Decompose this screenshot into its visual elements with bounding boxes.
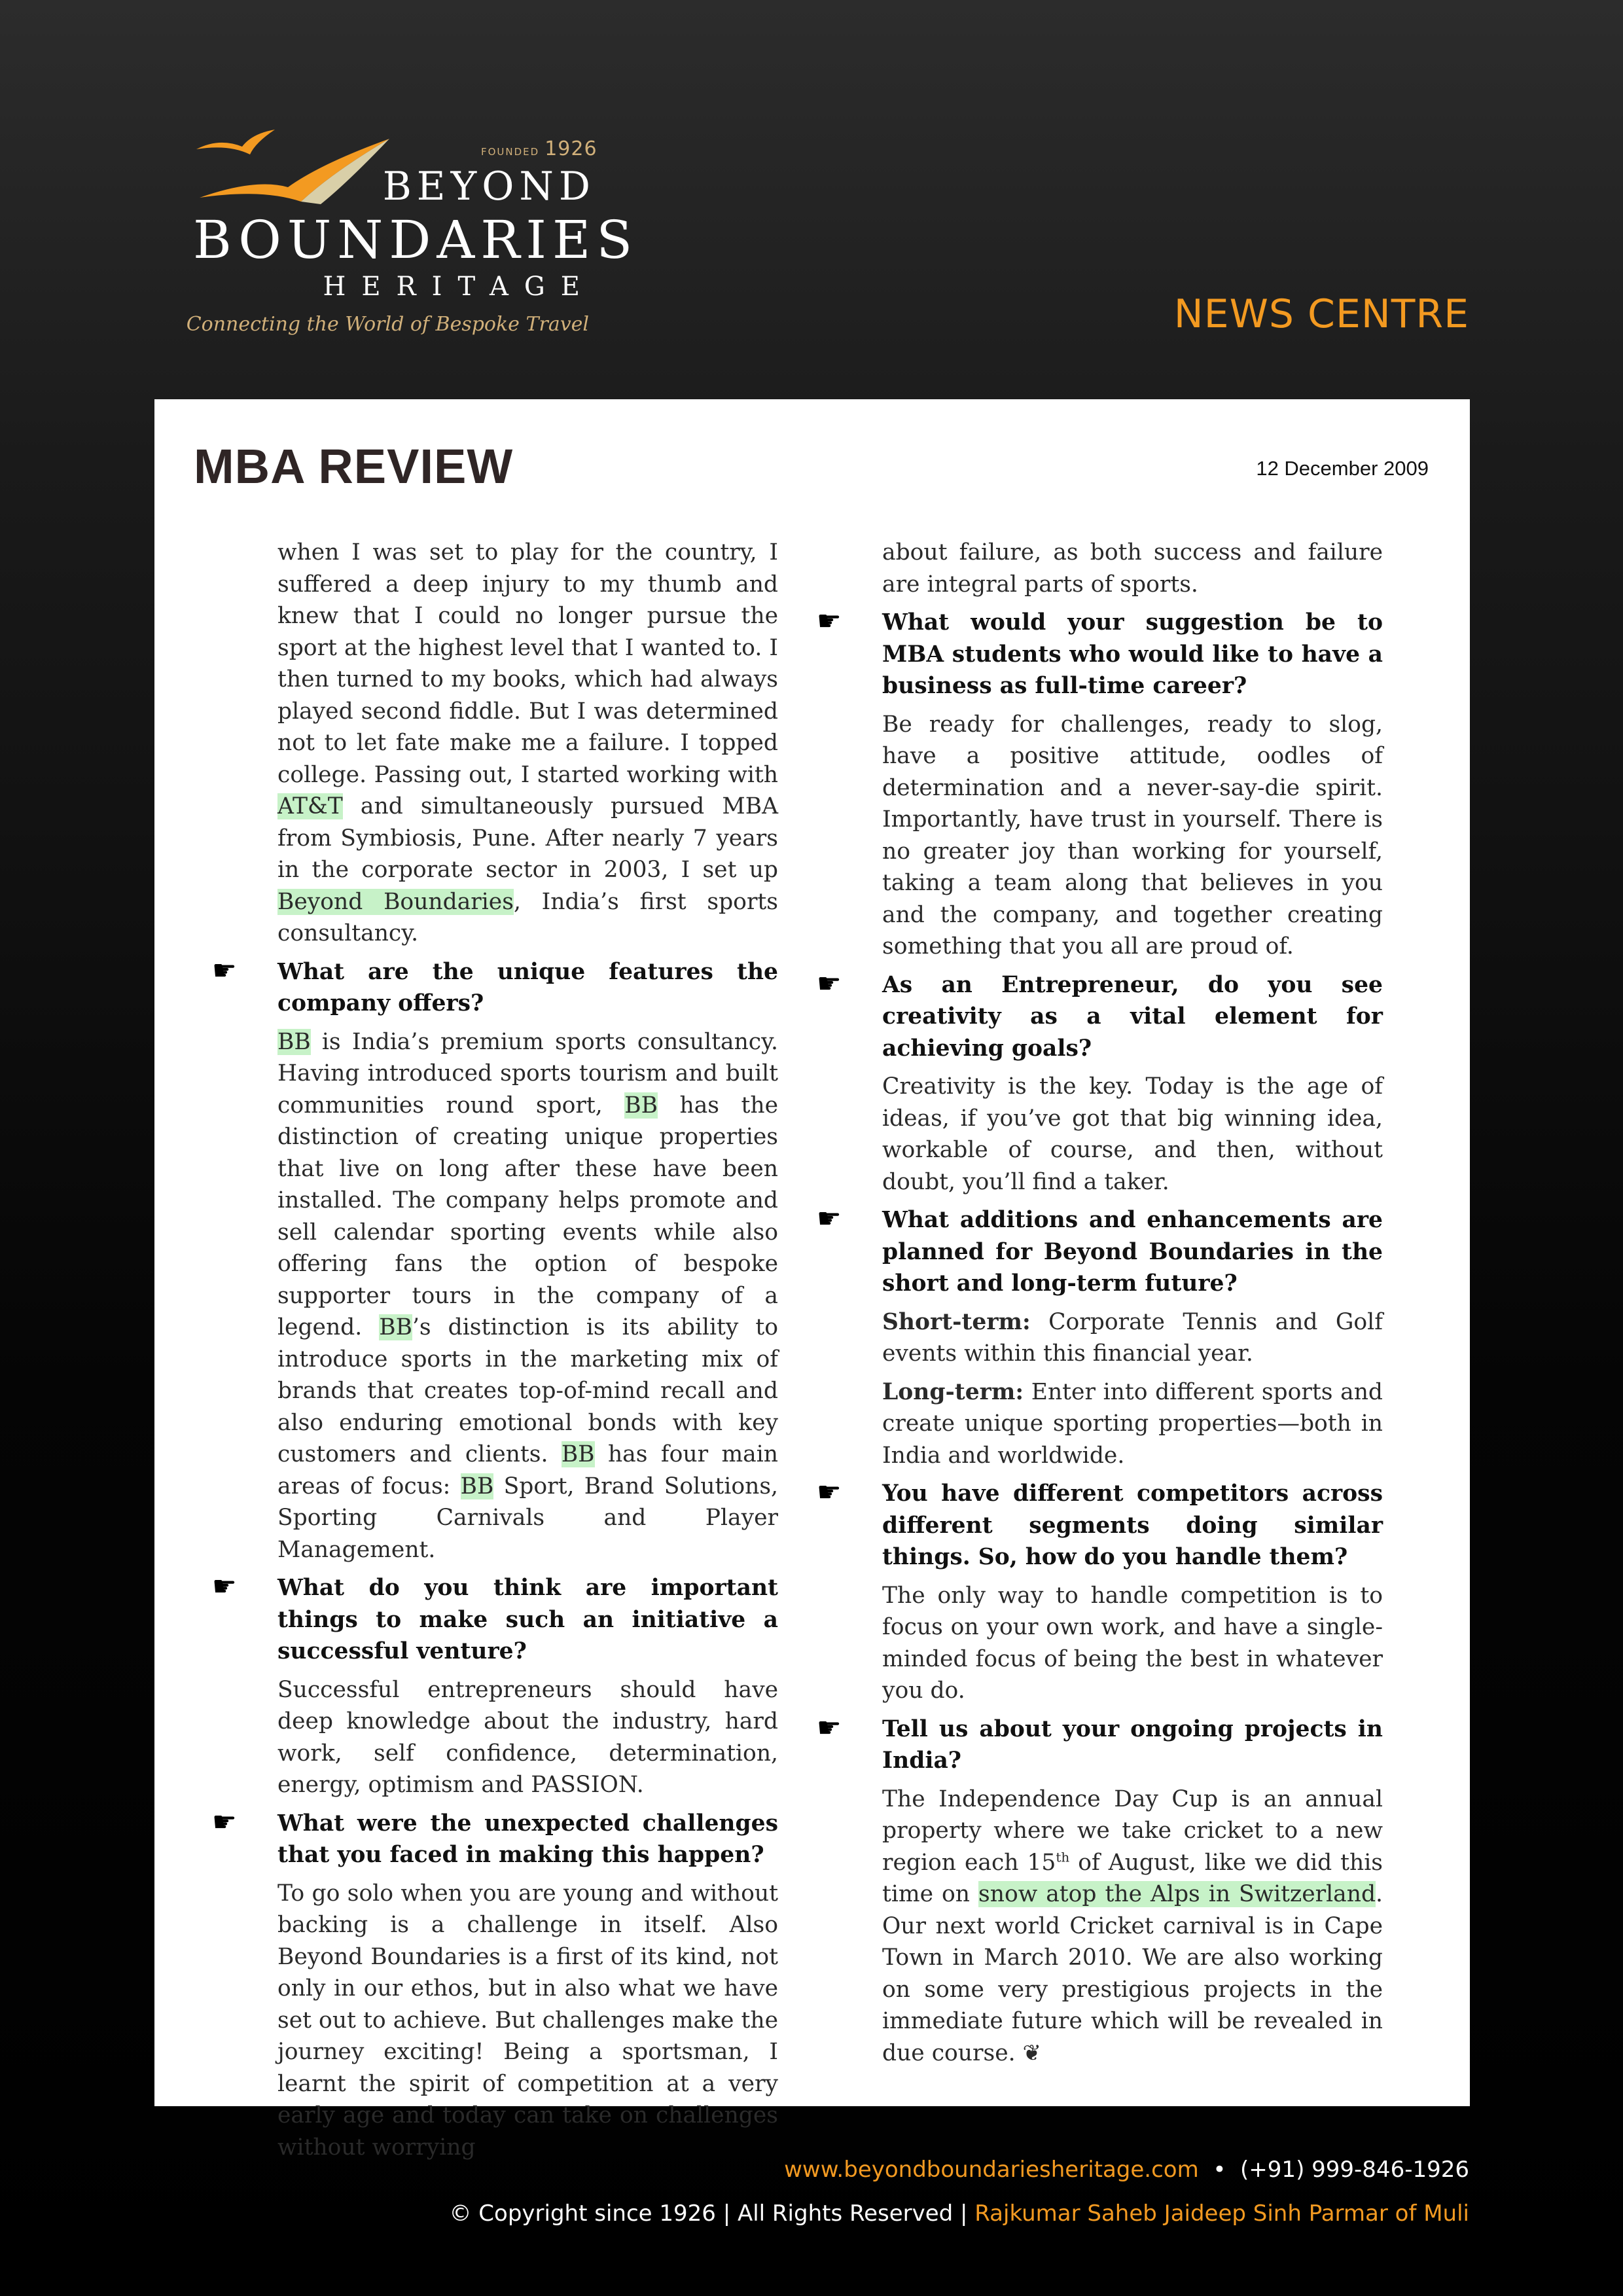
right-column xyxy=(817,537,1383,2075)
logo-tagline: Connecting the World of Bespoke Travel xyxy=(186,313,589,336)
founded-label: FOUNDED 1926 xyxy=(481,137,597,160)
article-title: MBA REVIEW xyxy=(194,439,514,493)
footer-copyright xyxy=(449,2200,1469,2227)
birds-logo-icon xyxy=(190,124,406,209)
answer-unique-features: BB is India’s premium sports consultancy. Having introduced sports tourism and built communities round sport, BB has the distinction of creating unique properties that live on long after these have been installed. The company helps promote and sell calendar sporting events while also offering fans the option of bespoke supporter tours in the company of a legend. BB’s distinction is its ability to introduce sports in the marketing mix of brands that creates top-of-mind recall and also enduring emotional bonds with key customers and clients. BB has four main areas of focus: BB Sport, Brand Solutions, Sporting Carnivals and Player Management. xyxy=(277,1028,779,1563)
logo-line-boundaries: BOUNDARIES xyxy=(193,209,639,270)
question-unique-features: ☛ What are the unique features the company offers? xyxy=(212,954,778,1016)
answer-mba-suggestion: Be ready for challenges, ready to slog, have a positive attitude, oodles of determination and a never-say-die spirit. Importantly, have trust in yourself. There is no greater joy than working for yourself, taking a team along that believes in you and the company, and together creating something that you all are proud of. xyxy=(882,711,1383,960)
pointing-hand-icon: ☛ xyxy=(212,1570,237,1602)
article-date: 12 December 2009 xyxy=(1256,457,1429,480)
answer-important-things: Successful entrepreneurs should have deep knowledge about the industry, hard work, self confidence, determination, energy, optimism and PASSION. xyxy=(277,1676,778,1798)
answer-creativity: Creativity is the key. Today is the age of ideas, if you’ve got that big winning idea, workable of course, and then, without doubt, you’ll find a taker. xyxy=(882,1073,1383,1195)
answer-short-term: Short-term: Corporate Tennis and Golf events within this financial year. xyxy=(882,1308,1383,1367)
pointing-hand-icon: ☛ xyxy=(212,954,237,986)
end-ornament-icon: ❦ xyxy=(1022,2039,1042,2066)
question-creativity: ☛ As an Entrepreneur, do you see creativity as a vital element for achieving goals? xyxy=(817,967,1383,1062)
highlight-beyond-boundaries: Beyond Boundaries xyxy=(277,888,514,915)
question-important-things: ☛ What do you think are important things to make such an initiative a successful venture? xyxy=(212,1570,778,1664)
continued-paragraph: about failure, as both success and failure are integral parts of sports. xyxy=(882,539,1383,598)
logo-line-beyond: BEYOND xyxy=(382,164,596,209)
answer-competitors: The only way to handle competition is to focus on your own work, and have a single-minded focus of being the best in whatever you do. xyxy=(882,1582,1383,1704)
highlight-alps: snow atop the Alps in Switzerland xyxy=(978,1881,1376,1907)
left-column xyxy=(212,537,779,2170)
pointing-hand-icon: ☛ xyxy=(817,605,842,637)
logo-line-heritage: HERITAGE xyxy=(323,272,596,302)
question-mba-suggestion: ☛ What would your suggestion be to MBA students who would like to have a business as full-time career? xyxy=(817,605,1383,699)
copyright-text: © Copyright since 1926 | All Rights Reserved | xyxy=(449,2200,968,2227)
question-competitors: ☛ You have different competitors across different segments doing similar things. So, how do you handle them? xyxy=(817,1476,1383,1570)
answer-ongoing-projects: The Independence Day Cup is an annual property where we take cricket to a new region each 15th of August, like we did this time on snow atop the Alps in Switzerland. Our next world Cricket carnival is in Cape Town in March 2010. We are also working on some very prestigious projects in the immediate future which will be revealed in due course. ❦ xyxy=(882,1785,1383,2066)
pointing-hand-icon: ☛ xyxy=(817,967,842,999)
question-unexpected-challenges: ☛ What were the unexpected challenges that you faced in making this happen? xyxy=(212,1805,778,1868)
pointing-hand-icon: ☛ xyxy=(212,1805,237,1838)
website-link[interactable]: www.beyondboundariesheritage.com xyxy=(784,2157,1199,2183)
footer-contact xyxy=(784,2157,1469,2183)
pointing-hand-icon: ☛ xyxy=(817,1202,842,1234)
pointing-hand-icon: ☛ xyxy=(817,1476,842,1508)
phone-number: (+91) 999-846-1926 xyxy=(1240,2157,1469,2183)
article-page xyxy=(154,399,1470,2161)
pointing-hand-icon: ☛ xyxy=(817,1711,842,1744)
section-title: NEWS CENTRE xyxy=(1173,291,1469,337)
brand-logo xyxy=(186,124,639,347)
intro-paragraph: when I was set to play for the country, I suffered a deep injury to my thumb and knew that I could no longer pursue the sport at the highest level that I wanted to. I then turned to my books, which had always played second fiddle. But I was determined not to let fate make me a failure. I topped college. Passing out, I started working with AT&T and simultaneously pursued MBA from Symbiosis, Pune. After nearly 7 years in the corporate sector in 2003, I set up Beyond Boundaries, India’s first sports consultancy. xyxy=(277,539,778,946)
answer-long-term: Long-term: Enter into different sports and create unique sporting properties—both in India and worldwide. xyxy=(882,1378,1383,1469)
footer-separator: • xyxy=(1213,2157,1226,2183)
question-enhancements: ☛ What additions and enhancements are planned for Beyond Boundaries in the short and long-term future? xyxy=(817,1202,1383,1297)
answer-unexpected-challenges: To go solo when you are young and without backing is a challenge in itself. Also Beyond Boundaries is a first of its kind, not only in our ethos, but in also what we have set out to achieve. But challenges make the journey exciting! Being a sportsman, I learnt the spirit of competition at a very early age and today can take on challenges without worrying xyxy=(277,1880,778,2161)
highlight-att: AT&T xyxy=(277,793,343,819)
question-ongoing-projects: ☛ Tell us about your ongoing projects in India? xyxy=(817,1711,1383,1774)
owner-name: Rajkumar Saheb Jaideep Sinh Parmar of Muli xyxy=(974,2200,1469,2227)
